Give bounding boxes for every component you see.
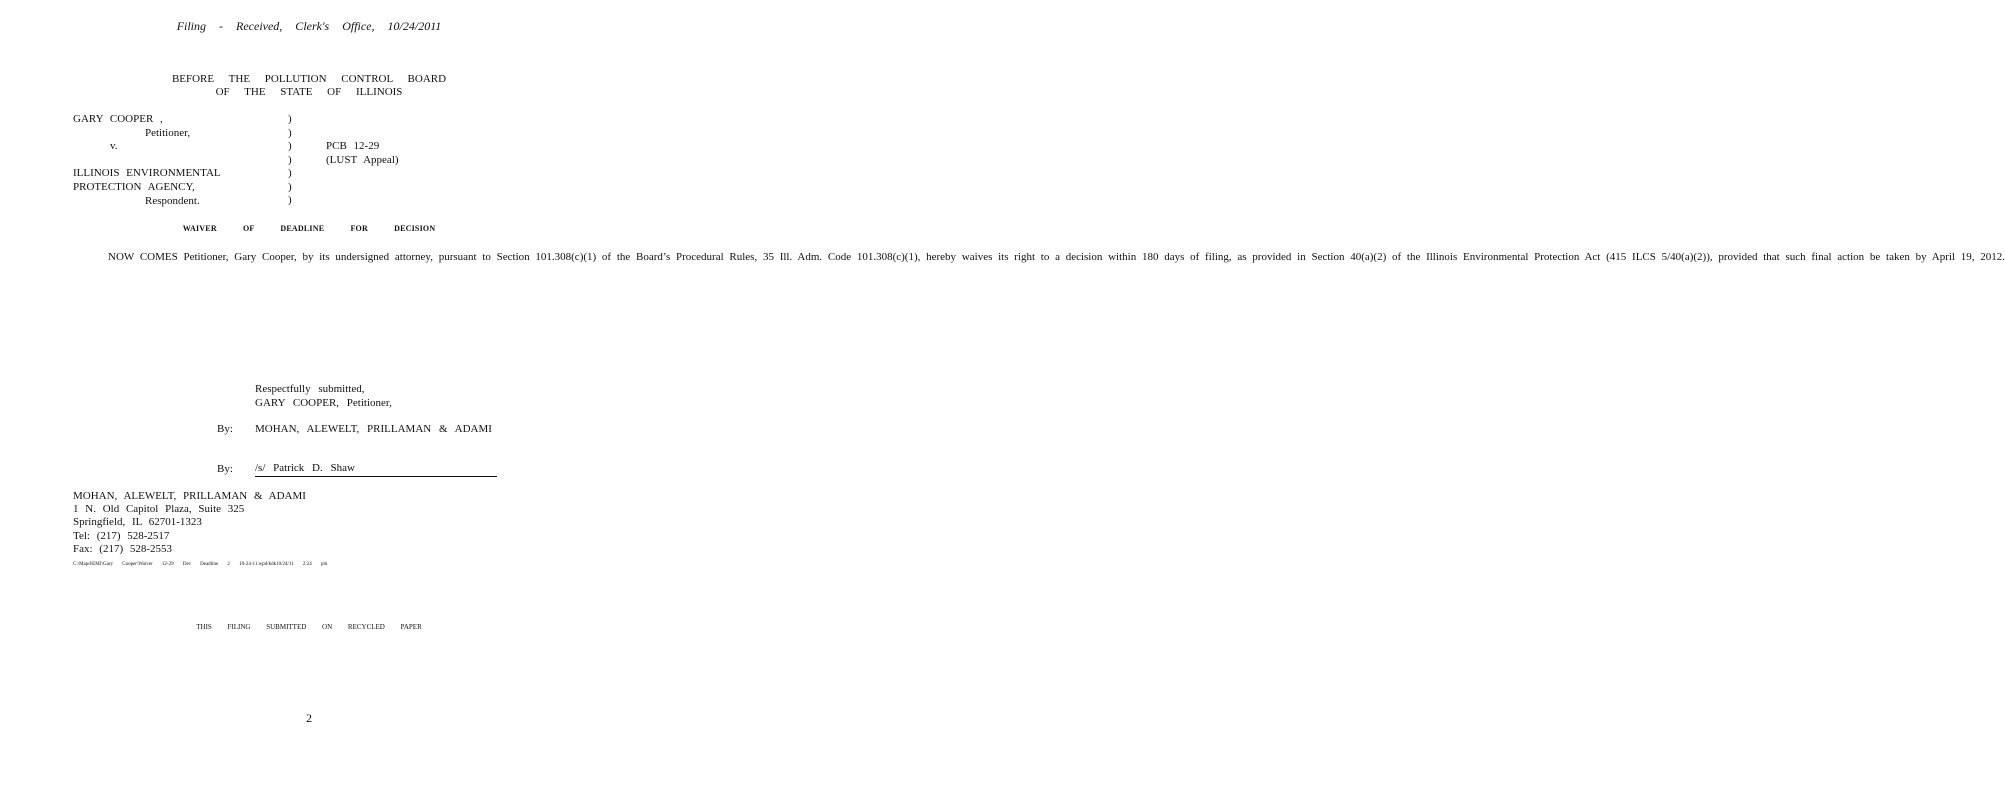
- signature-line: [255, 462, 497, 477]
- paren: ): [288, 113, 292, 125]
- board-header-line-2: OF THE STATE OF ILLINOIS: [215, 86, 403, 98]
- case-number: PCB 12-29: [326, 140, 380, 152]
- versus-label: v.: [110, 140, 118, 152]
- signature-party: GARY COOPER, Petitioner,: [255, 397, 392, 409]
- signature-firm: MOHAN, ALEWELT, PRILLAMAN & ADAMI: [255, 423, 492, 435]
- signer-name: /s/ Patrick D. Shaw: [255, 462, 497, 477]
- address-firm: MOHAN, ALEWELT, PRILLAMAN & ADAMI: [73, 490, 306, 502]
- body-text: NOW COMES Petitioner, Gary Cooper, by its undersigned attorney, pursuant to Section 101.308(c)(1) of the Board’s Procedural Rules, 35 Ill. Adm. Code 101.308(c)(1), hereby waives its right to a decision within 180 days of filing, as provided in Section 40(a)(2) of the Illinois Environmental Protection Act (415 ILCS 5/40(a)(2)), provided that such final action be taken by April 19, 2012.: [108, 251, 2005, 263]
- body-paragraph: [73, 244, 2005, 271]
- respondent-name-1: ILLINOIS ENVIRONMENTAL: [73, 167, 221, 179]
- address-tel: Tel: (217) 528-2517: [73, 530, 170, 542]
- address-city: Springfield, IL 62701-1323: [73, 516, 202, 528]
- document-title: WAIVER OF DEADLINE FOR DECISION: [182, 224, 436, 233]
- petitioner-role: Petitioner,: [145, 127, 191, 139]
- file-path-footer: C:\Mapd\EMJ\Gary Cooper\Waiver 12-29 Dec Deadline 2 10-24-11.wpd/kdk10/24/11 2:24 pm: [73, 562, 328, 567]
- respondent-role: Respondent.: [145, 195, 200, 207]
- recycled-paper-notice: THIS FILING SUBMITTED ON RECYCLED PAPER: [196, 623, 422, 631]
- board-header-line-1: BEFORE THE POLLUTION CONTROL BOARD: [171, 73, 447, 85]
- by-label-firm: By:: [217, 423, 233, 435]
- paren: ): [288, 126, 292, 139]
- case-type: (LUST Appeal): [326, 154, 399, 166]
- respondent-name-2: PROTECTION AGENCY,: [73, 181, 195, 193]
- paren: ): [288, 194, 292, 206]
- by-label-signer: By:: [217, 463, 233, 475]
- petitioner-name: GARY COOPER ,: [73, 113, 163, 125]
- paren: ): [288, 140, 292, 152]
- filing-stamp: Filing - Received, Clerk's Office, 10/24/2011: [176, 19, 442, 33]
- caption-parentheses: [288, 113, 292, 208]
- address-fax: Fax: (217) 528-2553: [73, 543, 173, 555]
- address-street: 1 N. Old Capitol Plaza, Suite 325: [73, 503, 245, 515]
- paren: ): [288, 180, 292, 193]
- page-number: 2: [306, 711, 312, 725]
- paren: ): [288, 153, 292, 166]
- paren: ): [288, 167, 292, 179]
- signature-closing: Respectfully submitted,: [255, 383, 365, 395]
